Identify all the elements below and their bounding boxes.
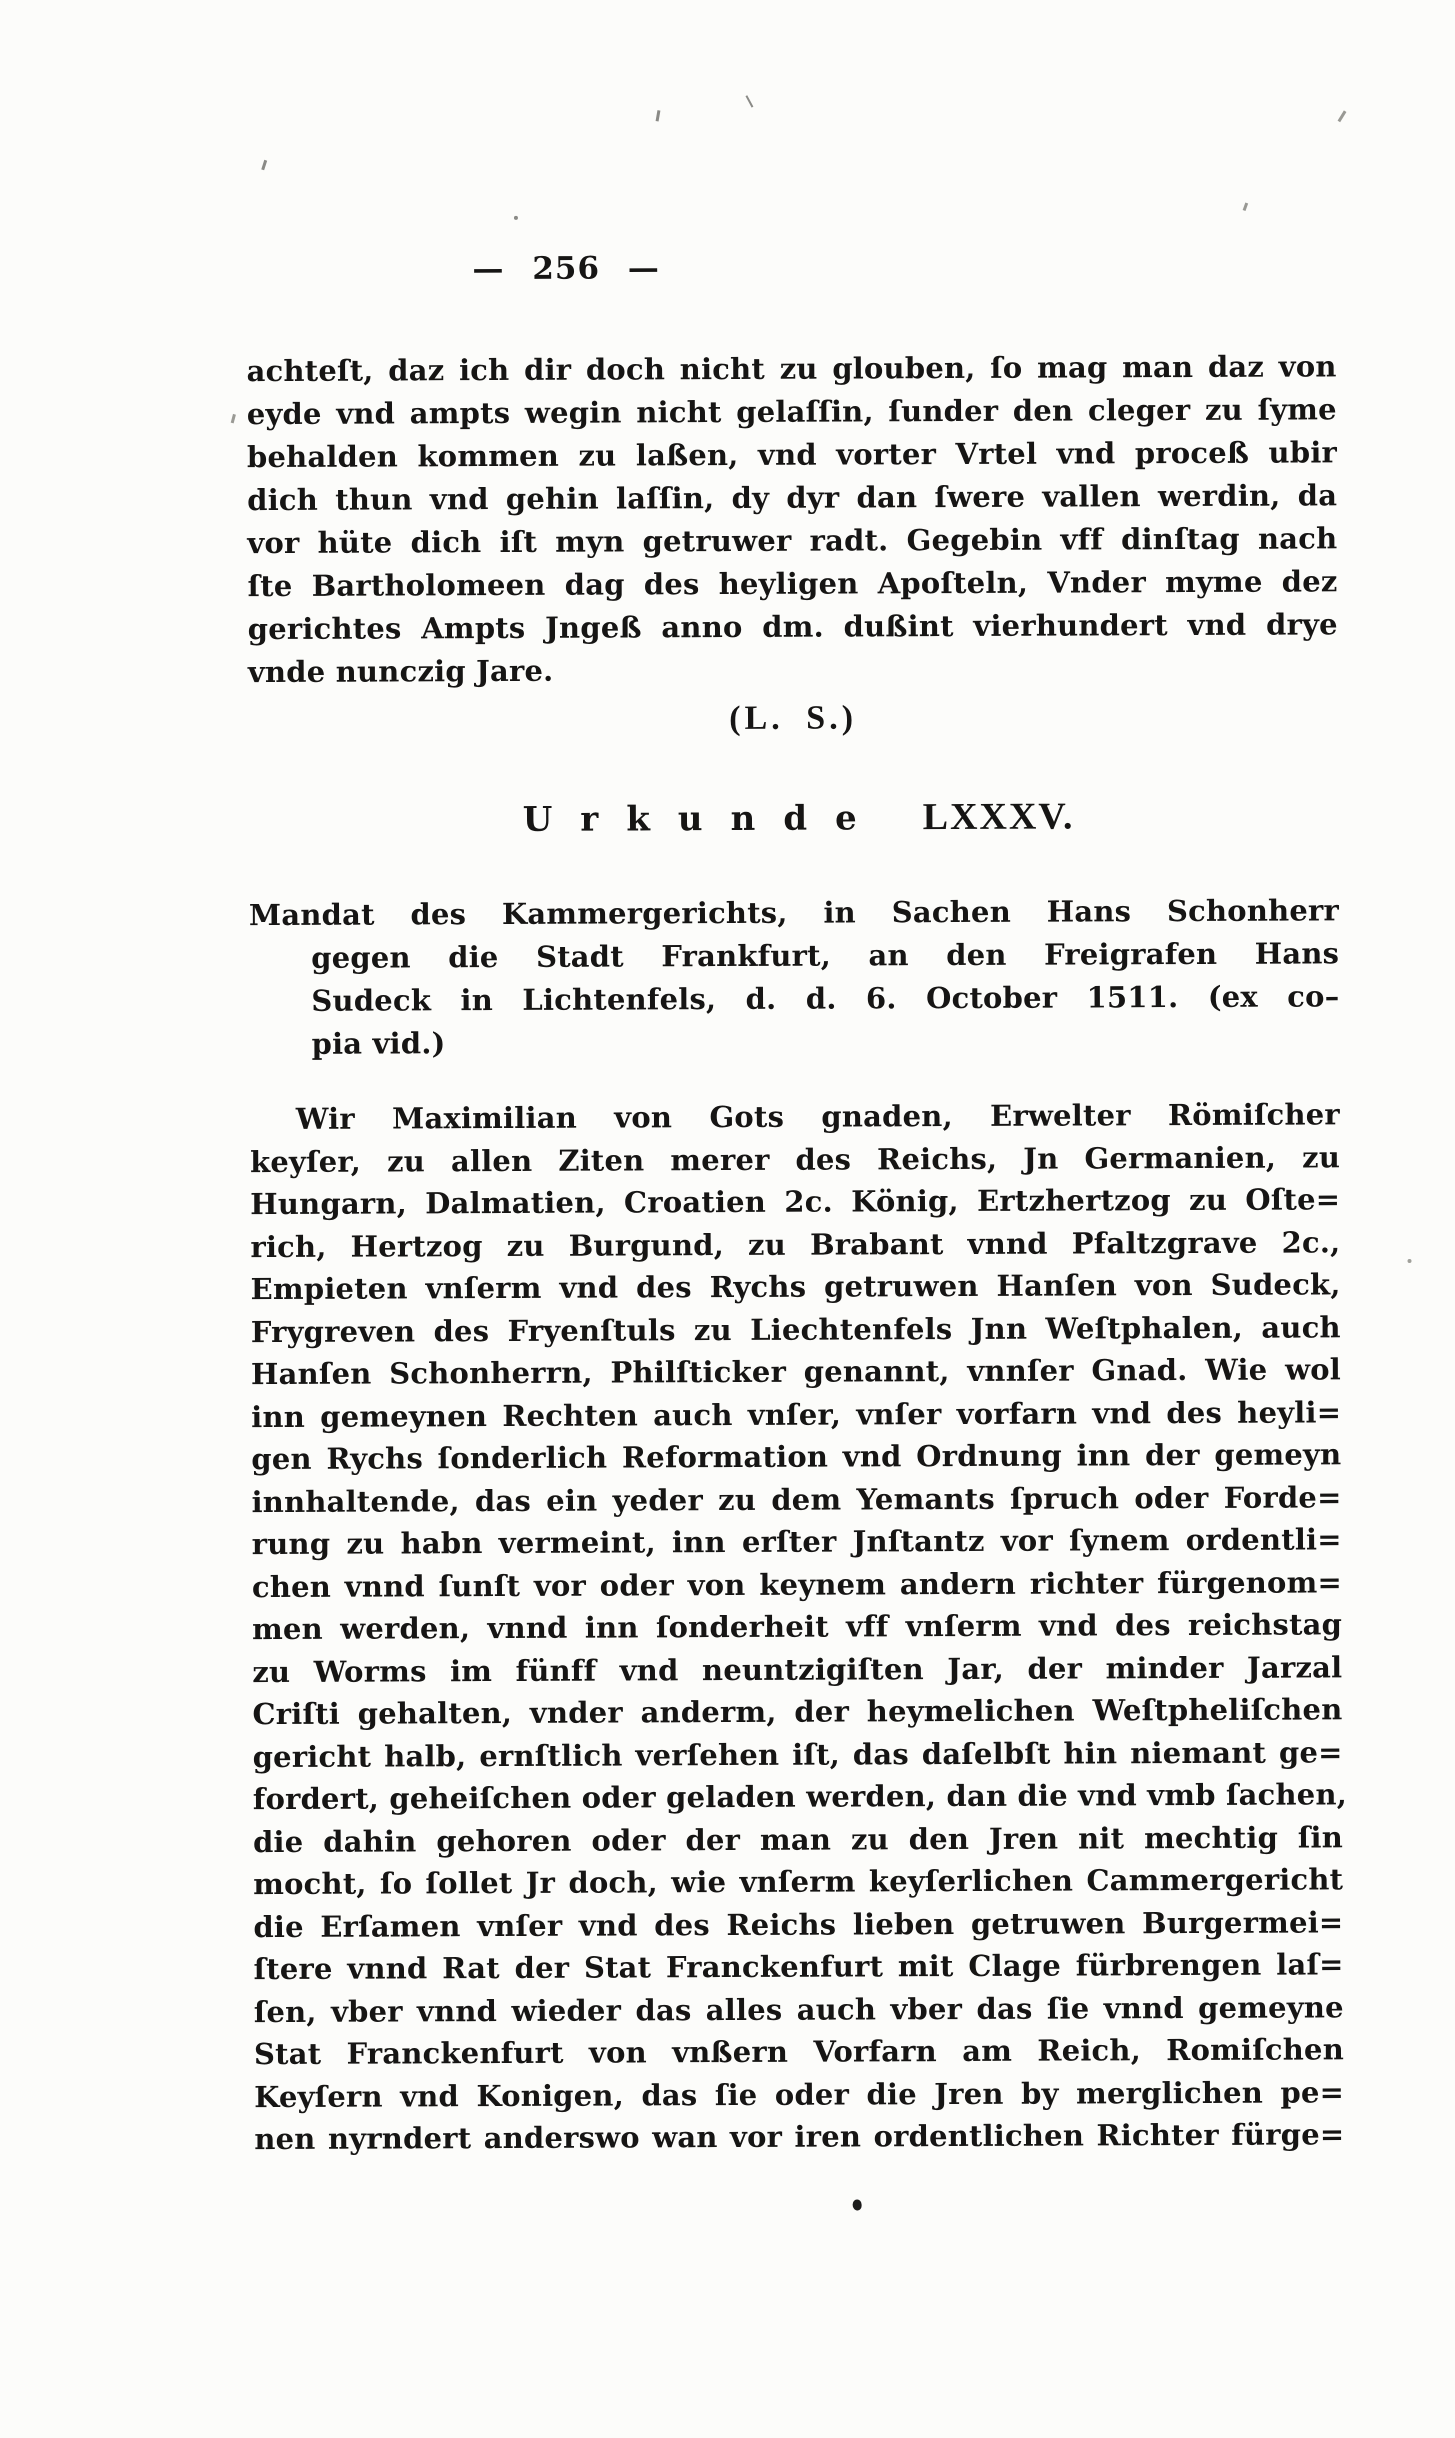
text-line: ſtere vnnd Rat der Stat Franckenfurt mit Clage fürbrengen laſ= [253,1947,1344,1987]
text-line: gen Rychs ſonderlich Reformation vnd Ordnung inn der gemeyn [251,1437,1342,1477]
text-line: zu Worms im fünff vnd neuntzigiſten Jar, der minder Jarzal [252,1649,1343,1689]
text-line: vnde nunczig Jare. [247,653,554,690]
text-line: ſte Bartholomeen dag des heyligen Apoſteln, Vnder myme dez [247,564,1338,604]
text-line: Keyſern vnd Konigen, das ſie oder die Jren by merglichen pe= [254,2074,1345,2114]
text-line: chen vnnd ſunſt vor oder von keynem andern richter fürgenom= [251,1564,1342,1604]
text-line: nen nyrndert anderswo wan vor iren ordentlichen Richter fürge= [254,2117,1345,2157]
text-line: rung zu habn vermeint, inn erſter Jnſtantz vor ſynem ordentli= [251,1522,1342,1562]
text-line: die Erſamen vnſer vnd des Reichs lieben getruwen Burgermei= [253,1904,1344,1944]
text-line: vor hüte dich iſt myn getruwer radt. Gegebin vff dinſtag nach [247,521,1338,561]
text-line: gegen die Stadt Frankfurt, an den Freigrafen Hans [311,936,1340,975]
text-line: behalden kommen zu laßen, vnd vorter Vrtel vnd proceß ubir [246,435,1338,475]
scan-artifact [1243,202,1249,211]
regest-paragraph [249,889,1340,1066]
heading-number: LXXXV. [922,795,1075,839]
text-line: men werden, vnnd inn ſonderheit vff vnſerm vnd des reichstag [252,1607,1343,1647]
text-line: Hanſen Schonherrn, Philſticker genannt, vnnſer Gnad. Wie wol [250,1352,1342,1392]
page-number: — 256 — [472,250,660,288]
continuation-paragraph [247,345,1338,694]
text-line: gericht halb, ernſtlich verſehen iſt, das daſelbſt hin niemant ge= [252,1734,1343,1774]
text-line: die dahin gehoren oder der man zu den Jren nit mechtig ſin [252,1819,1344,1859]
heading-word: Urkunde [522,798,885,840]
scan-artifact [261,160,267,170]
text-line: Hungarn, Dalmatien, Croatien 2c. König, Ertzhertzog zu Oſte= [250,1182,1341,1222]
text-line: achteſt, daz ich dir doch nicht zu glouben, ſo mag man daz von [246,349,1337,389]
text-line: eyde vnd ampts wegin nicht gelaſſin, ſunder den cleger zu ſyme [246,392,1337,432]
scan-artifact [745,95,753,107]
text-line: ſen, vber vnnd wieder das alles auch vber das ſie vnnd gemeyne [253,1989,1344,2029]
text-line: Frygreven des Fryenſtuls zu Liechtenfels Jnn Weſtphalen, auch [250,1309,1341,1349]
scan-artifact [656,110,661,121]
body-paragraph [249,1093,1348,2160]
text-line: innhaltende, das ein yeder zu dem Yemants ſpruch oder Forde= [251,1479,1342,1519]
text-line: dich thun vnd gehin laſſin, dy dyr dan ſwere vallen werdin, da [247,478,1338,518]
text-line: Empieten vnſerm vnd des Rychs getruwen Hanſen von Sudeck, [250,1267,1341,1307]
seal-mark: (L. S.) [729,699,858,737]
scan-artifact [514,216,518,220]
text-line: keyſer, zu allen Ziten merer des Reichs, Jn Germanien, zu [249,1139,1341,1179]
text-line: inn gemeynen Rechten auch vnſer, vnſer vorfarn vnd des heyli= [251,1394,1342,1434]
scan-artifact [1408,1259,1412,1263]
ink-dot [853,2199,862,2210]
text-line: Mandat des Kammergerichts, in Sachen Hans Schonherr [248,893,1340,933]
document-heading [248,793,1338,842]
text-line: Sudeck in Lichtenfels, d. d. 6. October 1511. (ex co– [311,979,1340,1018]
text-line: rich, Hertzog zu Burgund, zu Brabant vnnd Pfaltzgrave 2c., [250,1224,1341,1264]
text-line: Criſti gehalten, vnder anderm, der heymelichen Weſtpheliſchen [252,1692,1343,1732]
text-line: gerichtes Ampts Jngeß anno dm. dußint vierhundert vnd drye [247,607,1338,647]
text-line: Wir Maximilian von Gots gnaden, Erwelter Römiſcher [295,1097,1340,1136]
scan-artifact [231,414,236,423]
text-line: Stat Franckenfurt von vnßern Vorfarn am Reich, Romiſchen [253,2032,1345,2072]
text-line: fordert, geheiſchen oder geladen werden, dan die vnd vmb ſachen, [252,1777,1348,1817]
text-line: pia vid.) [311,1026,446,1061]
text-line: mocht, ſo ſollet Jr doch, wie vnſerm keyſerlichen Cammergericht [253,1862,1344,1902]
scan-artifact [1338,110,1347,122]
